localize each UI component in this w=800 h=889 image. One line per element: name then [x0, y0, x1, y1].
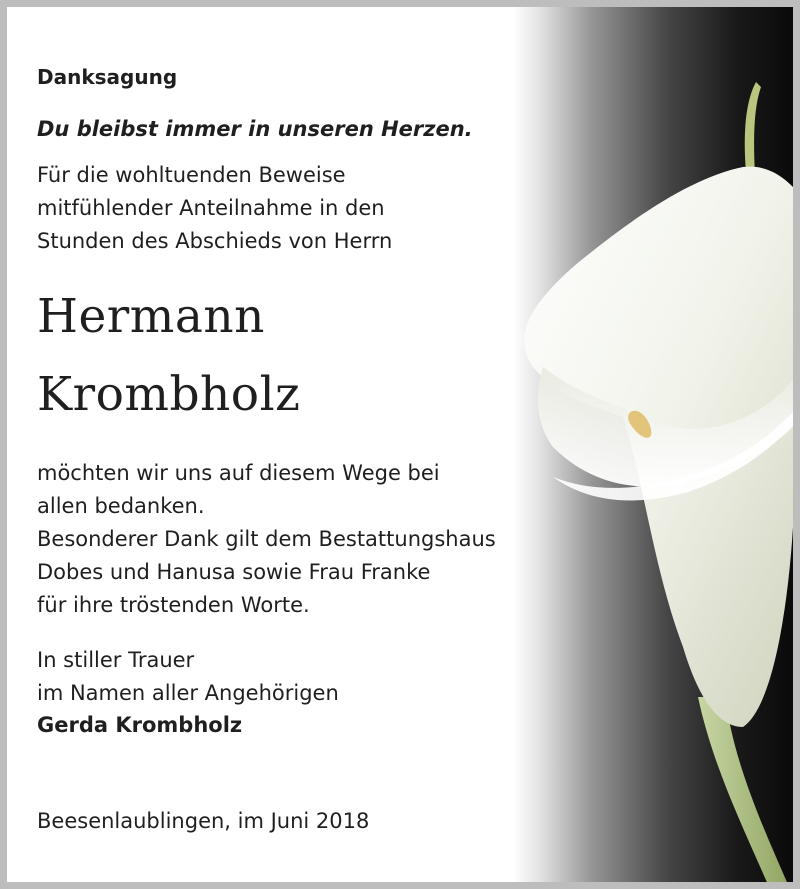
motto: Du bleibst immer in unseren Herzen.	[37, 117, 473, 141]
thanks-line: allen bedanken.	[37, 494, 205, 518]
thanks-paragraph	[37, 457, 496, 622]
deceased-first-name: Hermann	[37, 289, 265, 344]
closing-paragraph	[37, 644, 339, 710]
place-date: Beesenlaublingen, im Juni 2018	[37, 809, 370, 833]
intro-line: mitfühlender Anteilnahme in den	[37, 196, 385, 220]
intro-line: Stunden des Abschieds von Herrn	[37, 229, 393, 253]
closing-line: im Namen aller Angehörigen	[37, 681, 339, 705]
thanks-line: Dobes und Hanusa sowie Frau Franke	[37, 560, 431, 584]
thanks-line: Besonderer Dank gilt dem Bestattungshaus	[37, 527, 496, 551]
deceased-last-name: Krombholz	[37, 367, 301, 422]
intro-line: Für die wohltuenden Beweise	[37, 163, 346, 187]
heading: Danksagung	[37, 65, 178, 89]
closing-line: In stiller Trauer	[37, 648, 195, 672]
intro-paragraph	[37, 159, 392, 258]
thanks-line: für ihre tröstenden Worte.	[37, 593, 310, 617]
calla-lily-icon	[513, 7, 793, 889]
thanks-line: möchten wir uns auf diesem Wege bei	[37, 461, 440, 485]
signer-name: Gerda Krombholz	[37, 713, 243, 737]
